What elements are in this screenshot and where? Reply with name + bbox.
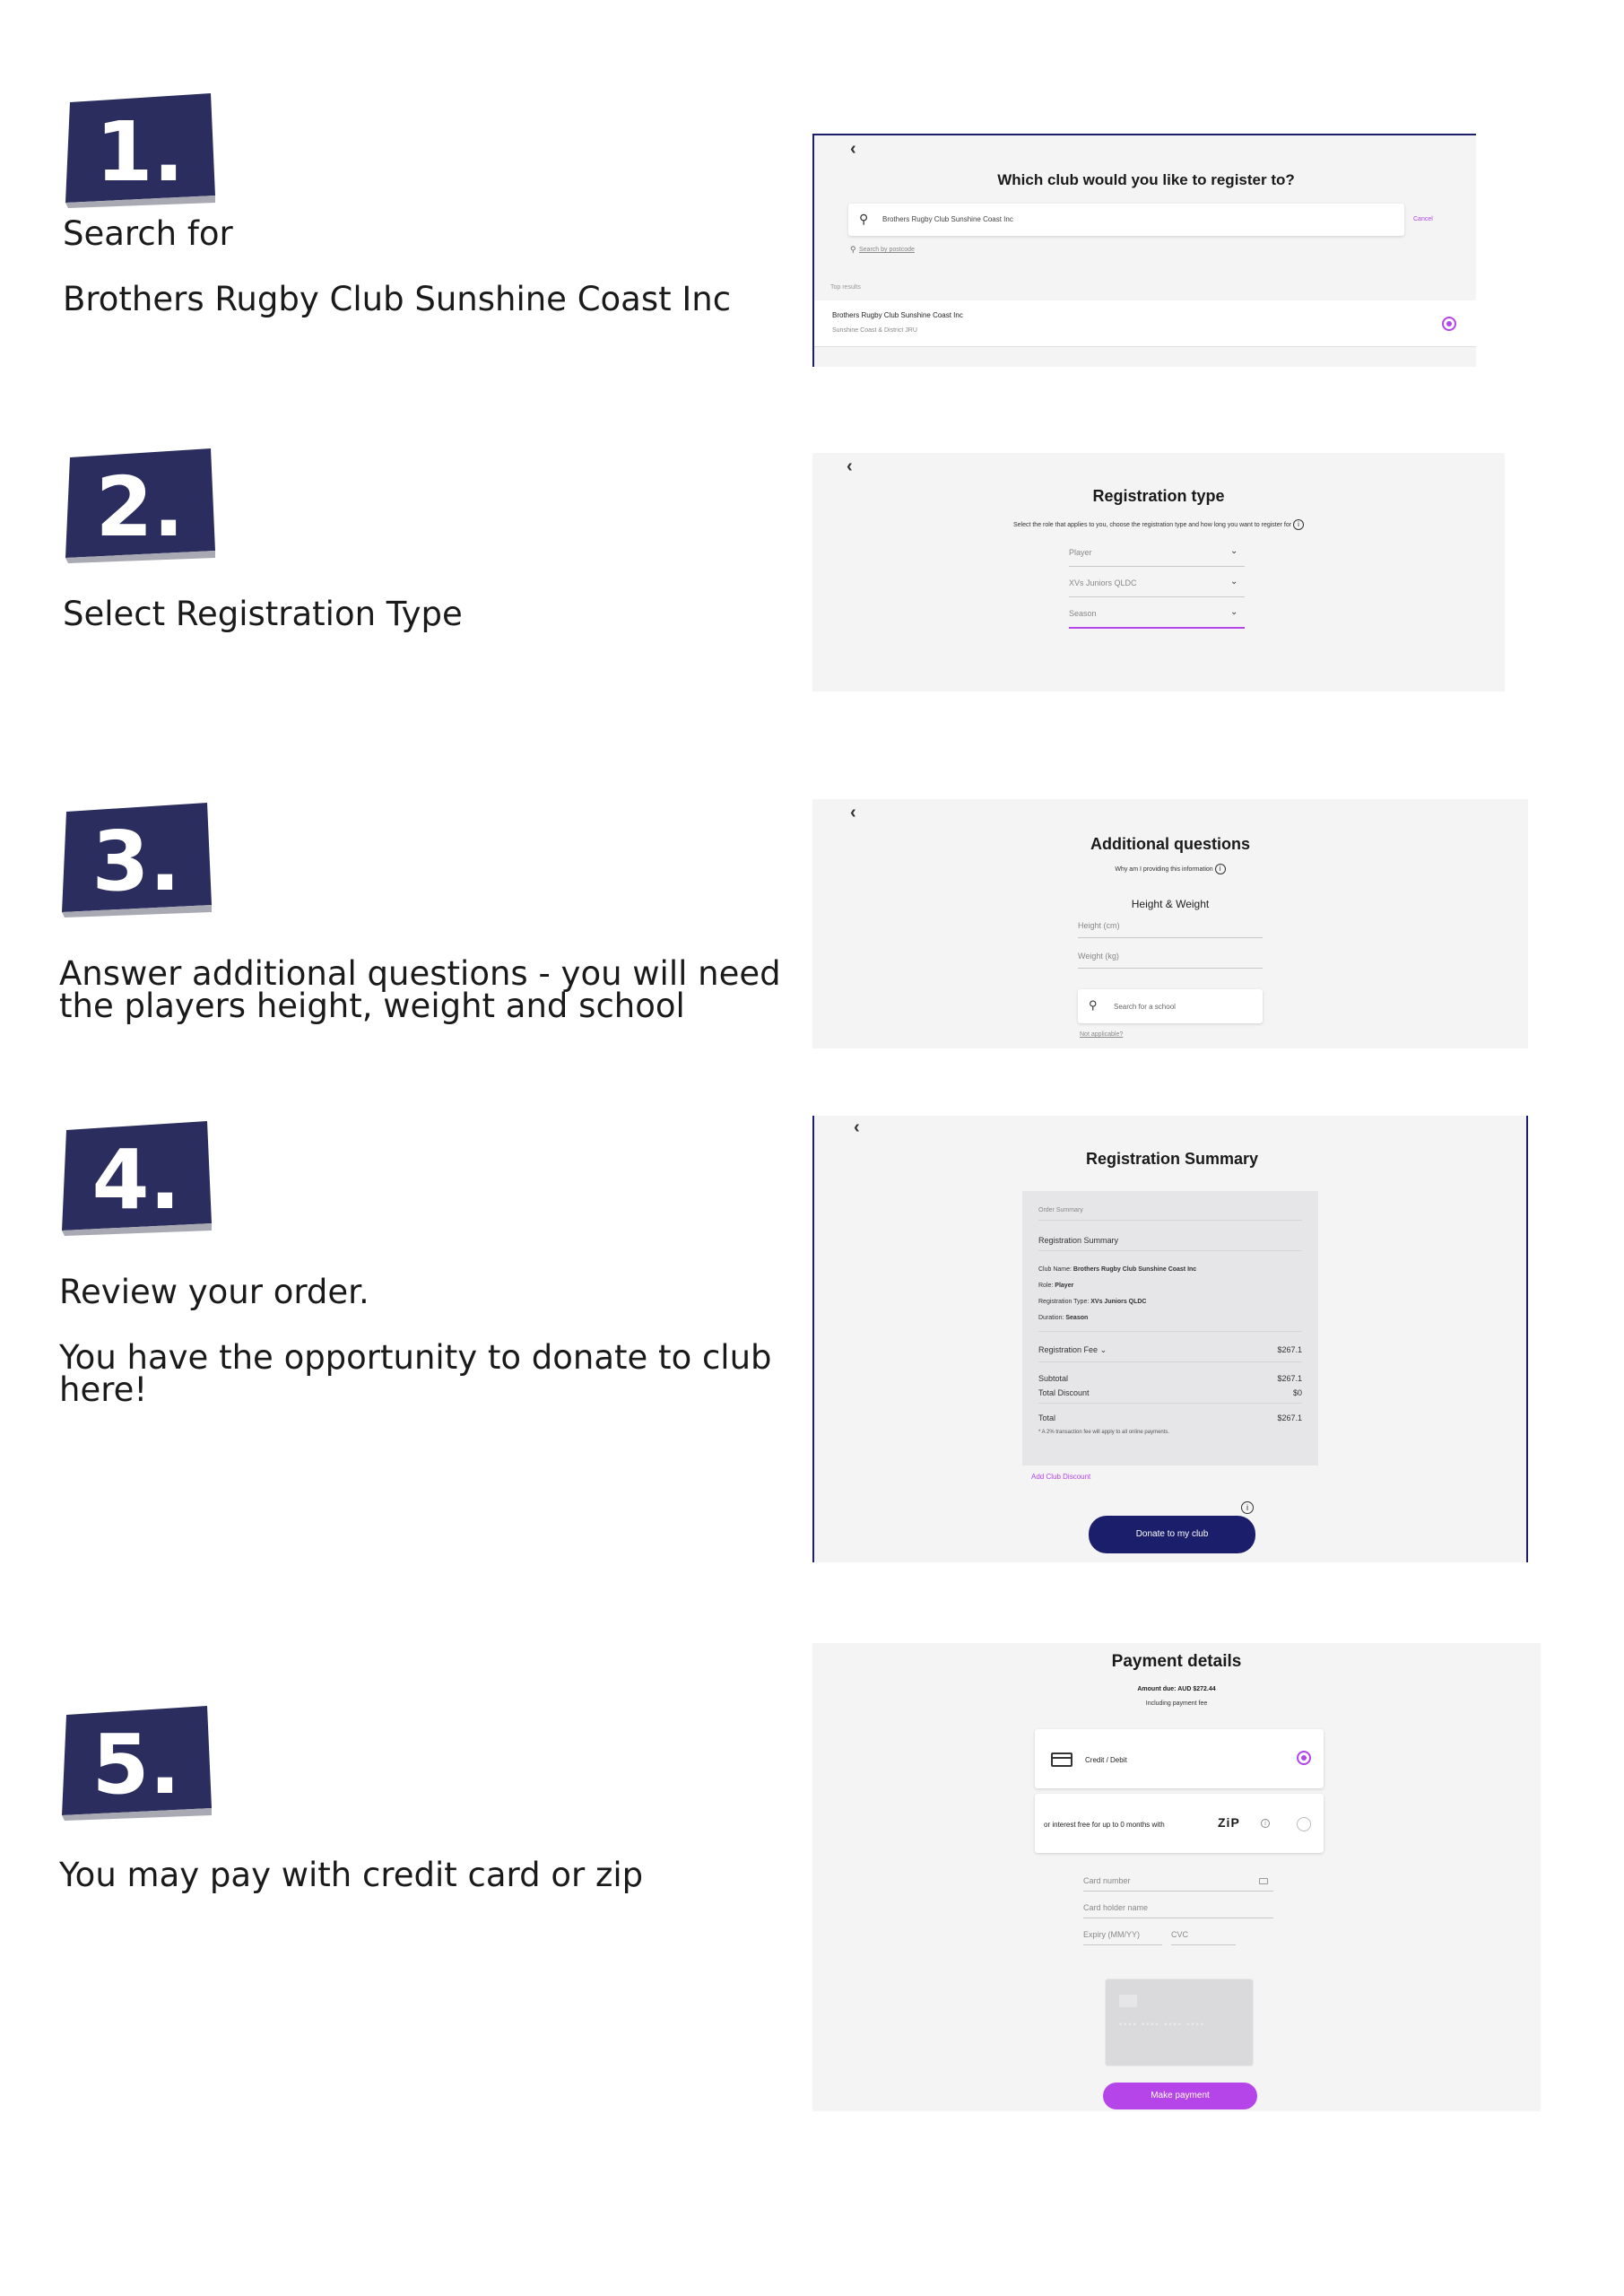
divider xyxy=(1038,1250,1302,1251)
step-3-line-2: the players height, weight and school xyxy=(59,987,685,1025)
registration-summary-screen xyxy=(812,1116,1528,1562)
credit-debit-option[interactable] xyxy=(1035,1729,1324,1788)
cancel-link[interactable]: Cancel xyxy=(1413,216,1433,222)
screen2-subtitle-text: Select the role that applies to you, choose the registration type and how long you want to register for xyxy=(1012,521,1292,528)
zip-option-text: or interest free for up to 0 months with xyxy=(1044,1821,1165,1829)
type-row xyxy=(1038,1299,1146,1305)
payment-details-screen xyxy=(812,1643,1541,2111)
role-select-value[interactable]: Player xyxy=(1069,548,1092,557)
subtotal-value: $267.1 xyxy=(1277,1374,1302,1383)
type-select-underline xyxy=(1069,596,1245,597)
school-search-input[interactable] xyxy=(1078,989,1263,1023)
amount-due: Amount due: AUD $272.44 xyxy=(1137,1686,1216,1692)
club-search-screen xyxy=(812,134,1476,367)
divider xyxy=(1038,1403,1302,1404)
location-pin-icon: ⚲ xyxy=(850,245,856,254)
chevron-down-icon: ⌄ xyxy=(1230,546,1238,556)
step-1-badge-shape xyxy=(63,90,217,208)
zip-option[interactable] xyxy=(1035,1794,1324,1853)
card-icon xyxy=(1259,1878,1268,1884)
expiry-field[interactable]: Expiry (MM/YY) xyxy=(1083,1930,1140,1939)
zip-logo: ZiP xyxy=(1218,1815,1240,1830)
divider xyxy=(1038,1220,1302,1221)
weight-field[interactable]: Weight (kg) xyxy=(1078,952,1119,961)
club-result-row[interactable] xyxy=(814,300,1476,347)
card-dots: •••• •••• •••• •••• xyxy=(1119,2020,1205,2029)
credit-debit-radio[interactable] xyxy=(1297,1751,1311,1765)
screen1-title: Which club would you like to register to? xyxy=(997,171,1295,188)
card-holder-field[interactable]: Card holder name xyxy=(1083,1903,1149,1912)
screen3-title: Additional questions xyxy=(1090,835,1250,853)
search-by-postcode-link[interactable]: Search by postcode xyxy=(859,247,915,253)
step-2-badge xyxy=(63,445,217,563)
duration-row xyxy=(1038,1315,1088,1321)
order-summary-heading: Order Summary xyxy=(1038,1207,1083,1213)
back-button[interactable]: ‹ xyxy=(847,457,853,476)
registration-fee-value: $267.1 xyxy=(1277,1345,1302,1354)
type-value: XVs Juniors QLDC xyxy=(1090,1299,1147,1305)
credit-card-icon xyxy=(1051,1752,1073,1767)
registration-fee-toggle[interactable] xyxy=(1038,1345,1107,1355)
step-4-line-1: Review your order. xyxy=(59,1273,369,1311)
search-icon: ⚲ xyxy=(1089,998,1098,1012)
club-name-value: Brothers Rugby Club Sunshine Coast Inc xyxy=(1073,1266,1197,1273)
info-icon[interactable]: i xyxy=(1241,1501,1254,1514)
type-select-value[interactable]: XVs Juniors QLDC xyxy=(1069,578,1137,587)
make-payment-button[interactable]: Make payment xyxy=(1103,2083,1257,2109)
role-value: Player xyxy=(1055,1283,1074,1289)
step-4-line-3: here! xyxy=(59,1370,148,1409)
step-2-badge-shape xyxy=(63,445,217,563)
card-number-field[interactable]: Card number xyxy=(1083,1876,1131,1885)
height-weight-heading: Height & Weight xyxy=(1131,898,1210,910)
back-button[interactable]: ‹ xyxy=(850,139,856,159)
info-icon[interactable]: i xyxy=(1261,1819,1270,1828)
search-input-value: Brothers Rugby Club Sunshine Coast Inc xyxy=(882,215,1013,223)
step-5-badge xyxy=(59,1702,213,1821)
step-2-line-1: Select Registration Type xyxy=(63,595,463,633)
card-number-underline xyxy=(1083,1891,1273,1892)
club-search-input[interactable] xyxy=(848,204,1404,236)
school-search-placeholder: Search for a school xyxy=(1114,1003,1176,1011)
zip-radio[interactable] xyxy=(1297,1817,1311,1831)
cvc-underline xyxy=(1171,1944,1236,1945)
discount-label: Total Discount xyxy=(1038,1388,1090,1397)
height-field[interactable]: Height (cm) xyxy=(1078,921,1120,930)
type-label: Registration Type: xyxy=(1038,1299,1091,1305)
cvc-field[interactable]: CVC xyxy=(1171,1930,1189,1939)
step-5-number: 5. xyxy=(91,1717,181,1813)
duration-value: Season xyxy=(1065,1315,1089,1321)
back-button[interactable]: ‹ xyxy=(854,1118,860,1137)
total-value: $267.1 xyxy=(1277,1413,1302,1422)
chevron-down-icon: ⌄ xyxy=(1099,1345,1107,1354)
order-summary-box xyxy=(1022,1191,1318,1465)
club-result-sub: Sunshine Coast & District JRU xyxy=(832,327,917,334)
club-name-row xyxy=(1038,1266,1196,1273)
step-1-line-2: Brothers Rugby Club Sunshine Coast Inc xyxy=(63,280,732,318)
expiry-underline xyxy=(1083,1944,1162,1945)
club-result-name: Brothers Rugby Club Sunshine Coast Inc xyxy=(832,311,963,319)
add-club-discount-link[interactable]: Add Club Discount xyxy=(1031,1473,1091,1481)
screen4-title: Registration Summary xyxy=(1085,1150,1259,1168)
why-info-row[interactable] xyxy=(812,864,1528,874)
registration-summary-heading: Registration Summary xyxy=(1038,1236,1119,1245)
step-4-line-2: You have the opportunity to donate to club xyxy=(59,1338,772,1377)
total-label: Total xyxy=(1038,1413,1056,1422)
duration-label: Duration: xyxy=(1038,1315,1066,1321)
step-1-line-1: Search for xyxy=(63,214,233,253)
transaction-fee-note: * A 2% transaction fee will apply to all online payments. xyxy=(1038,1430,1170,1435)
chevron-down-icon: ⌄ xyxy=(1230,607,1238,617)
additional-questions-screen xyxy=(812,799,1528,1048)
subtotal-label: Subtotal xyxy=(1038,1374,1069,1383)
step-5-badge-shape xyxy=(59,1702,213,1821)
step-3-badge-shape xyxy=(59,799,213,918)
club-result-radio[interactable] xyxy=(1442,317,1456,331)
top-results-label: Top results xyxy=(830,284,861,291)
role-select-underline xyxy=(1069,566,1245,567)
screen2-title: Registration type xyxy=(1092,487,1225,505)
weight-field-underline xyxy=(1078,968,1263,969)
screen5-title: Payment details xyxy=(1111,1652,1242,1671)
info-icon: i xyxy=(1215,864,1226,874)
card-preview xyxy=(1105,1979,1254,2066)
duration-select-underline xyxy=(1069,627,1245,629)
step-3-line-1: Answer additional questions - you will need xyxy=(59,954,781,993)
registration-type-screen xyxy=(812,453,1505,691)
step-1-badge xyxy=(63,90,217,208)
including-fee: Including payment fee xyxy=(1145,1700,1208,1707)
duration-select-value[interactable]: Season xyxy=(1069,609,1097,618)
club-name-label: Club Name: xyxy=(1038,1266,1073,1273)
why-info-text: Why am I providing this information xyxy=(1115,865,1213,873)
role-row xyxy=(1038,1283,1073,1289)
step-4-number: 4. xyxy=(91,1132,181,1228)
search-icon: ⚲ xyxy=(859,212,869,226)
back-button[interactable]: ‹ xyxy=(850,803,856,822)
divider xyxy=(1038,1331,1302,1332)
step-3-number: 3. xyxy=(91,813,181,909)
donate-button[interactable]: Donate to my club xyxy=(1089,1516,1255,1553)
step-3-badge xyxy=(59,799,213,918)
divider xyxy=(1038,1361,1302,1362)
step-1-number: 1. xyxy=(95,104,185,200)
discount-value: $0 xyxy=(1292,1388,1302,1397)
step-5-line-1: You may pay with credit card or zip xyxy=(59,1856,644,1894)
info-icon: i xyxy=(1293,519,1304,530)
screen2-subtitle xyxy=(812,519,1505,530)
step-4-badge-shape xyxy=(59,1118,213,1236)
height-field-underline xyxy=(1078,937,1263,938)
not-applicable-link[interactable]: Not applicable? xyxy=(1080,1031,1124,1038)
card-chip-icon xyxy=(1119,1995,1137,2007)
step-2-number: 2. xyxy=(95,459,185,555)
step-4-badge xyxy=(59,1118,213,1236)
chevron-down-icon: ⌄ xyxy=(1230,577,1238,587)
credit-debit-label: Credit / Debit xyxy=(1085,1756,1127,1764)
role-label: Role: xyxy=(1038,1283,1055,1289)
registration-fee-label: Registration Fee xyxy=(1038,1345,1099,1354)
